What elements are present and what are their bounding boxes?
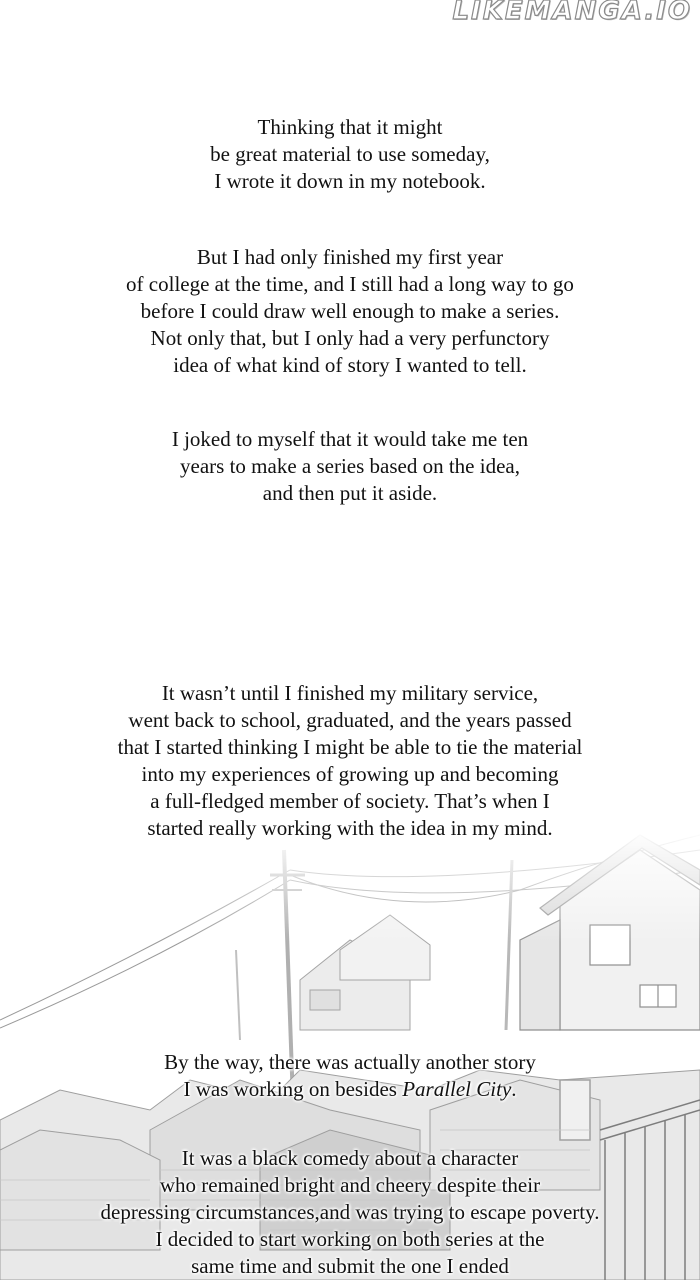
text-line xyxy=(0,1076,700,1103)
text-line: But I had only finished my first year xyxy=(196,245,504,269)
series-title: Parallel City xyxy=(402,1077,512,1101)
text-line: of college at the time, and I still had a long way to go xyxy=(126,272,574,296)
text-line: I wrote it down in my notebook. xyxy=(214,169,486,193)
text-line: who remained bright and cheery despite their xyxy=(159,1173,541,1197)
text-line: Thinking that it might xyxy=(257,115,443,139)
text-line: idea of what kind of story I wanted to tell. xyxy=(173,353,527,377)
text-line: and then put it aside. xyxy=(262,481,438,505)
text-line: By the way, there was actually another story xyxy=(164,1050,536,1074)
text-line: years to make a series based on the idea, xyxy=(180,454,520,478)
text-line: I joked to myself that it would take me ten xyxy=(171,427,529,451)
paragraph-2 xyxy=(0,244,700,379)
text-line: be great material to use someday, xyxy=(210,142,490,166)
text-line: Not only that, but I only had a very perfunctory xyxy=(150,326,550,350)
watermark-logo: LIKEMANGA.IO xyxy=(452,0,692,26)
paragraph-4 xyxy=(0,680,700,842)
paragraph-6 xyxy=(0,1145,700,1280)
text-line: into my experiences of growing up and becoming xyxy=(141,762,559,786)
text-segment: . xyxy=(511,1077,517,1101)
text-line: I decided to start working on both series at the xyxy=(155,1227,545,1251)
paragraph-3 xyxy=(0,426,700,507)
text-line: that I started thinking I might be able to tie the material xyxy=(117,735,583,759)
text-line: before I could draw well enough to make a series. xyxy=(140,299,560,323)
text-line: started really working with the idea in my mind. xyxy=(147,816,553,840)
text-line: It was a black comedy about a character xyxy=(181,1146,519,1170)
text-segment: I was working on besides xyxy=(183,1077,403,1101)
text-line: depressing circumstances,and was trying to escape poverty. xyxy=(100,1200,600,1224)
text-line: It wasn’t until I finished my military service, xyxy=(161,681,539,705)
text-line: same time and submit the one I ended xyxy=(191,1254,509,1278)
paragraph-5 xyxy=(0,1049,700,1103)
text-line: went back to school, graduated, and the years passed xyxy=(128,708,572,732)
text-line: a full-fledged member of society. That’s when I xyxy=(150,789,550,813)
paragraph-1 xyxy=(0,114,700,195)
